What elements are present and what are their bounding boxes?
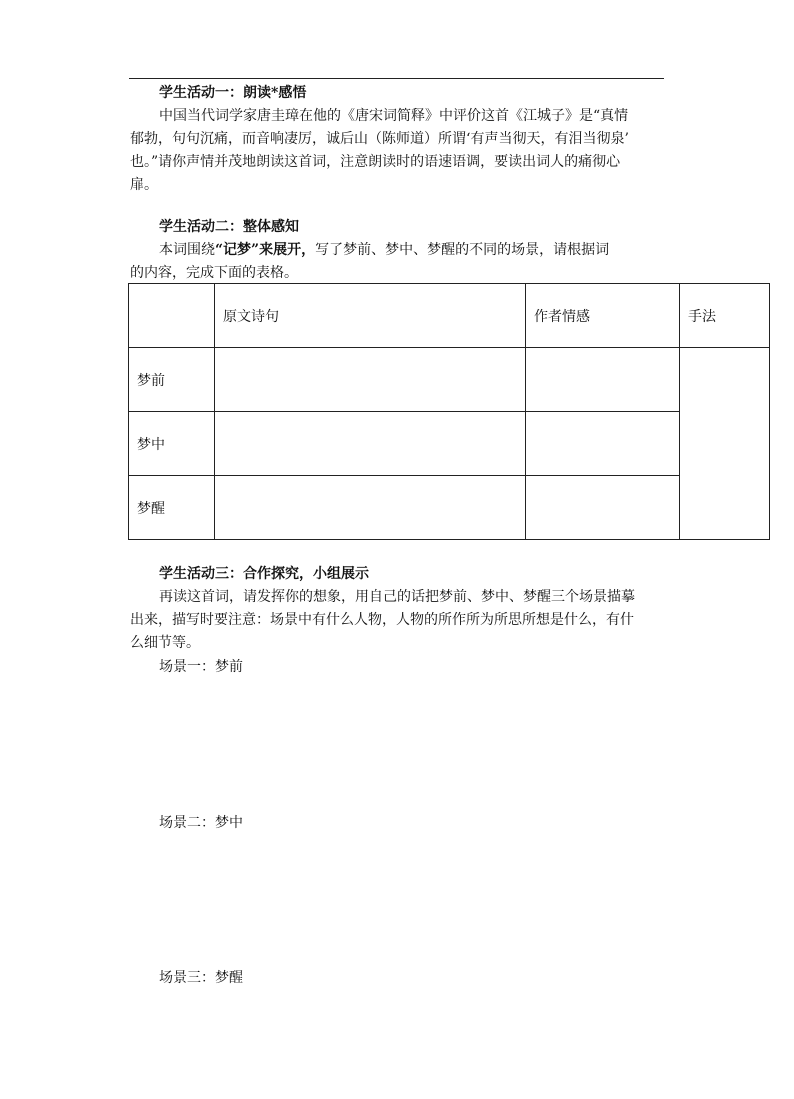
row-label: 梦前 <box>129 348 215 412</box>
activity1-line: 扉。 <box>130 177 158 193</box>
table-row <box>129 476 770 540</box>
activity2-line <box>159 239 609 261</box>
table-header-cell: 手法 <box>680 284 770 348</box>
activity3-line: 再读这首词，请发挥你的想象，用自己的话把梦前、梦中、梦醒三个场景描摹 <box>159 589 635 605</box>
activity3-title: 学生活动三：合作探究，小组展示 <box>159 566 369 582</box>
scene-label: 场景二：梦中 <box>159 815 243 831</box>
activity1-title: 学生活动一：朗读*感悟 <box>159 85 307 101</box>
activity1-line: 郁勃，句句沉痛，而音响凄厉，诚后山（陈师道）所谓‘有声当彻天，有泪当彻泉’ <box>130 131 629 147</box>
table-row <box>129 412 770 476</box>
activity2-emphasis: “记梦”来展开， <box>215 242 316 258</box>
technique-cell[interactable] <box>680 348 770 540</box>
activity1-line: 中国当代词学家唐圭璋在他的《唐宋词简释》中评价这首《江城子》是“真情 <box>159 108 629 124</box>
table-cell[interactable] <box>526 476 680 540</box>
scene-label: 场景三：梦醒 <box>159 970 243 986</box>
table-cell[interactable] <box>215 412 526 476</box>
activity3-line: 么细节等。 <box>130 635 200 651</box>
activity2-line: 的内容，完成下面的表格。 <box>130 265 298 281</box>
activity2-title: 学生活动二：整体感知 <box>159 219 299 235</box>
activity1-line: 也。”请你声情并茂地朗读这首词，注意朗读时的语速语调，要读出词人的痛彻心 <box>130 154 621 170</box>
table-header-cell <box>129 284 215 348</box>
table-cell[interactable] <box>526 412 680 476</box>
row-label: 梦醒 <box>129 476 215 540</box>
table-header-cell: 原文诗句 <box>215 284 526 348</box>
top-rule <box>129 78 664 79</box>
table-cell[interactable] <box>215 348 526 412</box>
analysis-table <box>128 283 770 540</box>
row-label: 梦中 <box>129 412 215 476</box>
table-header-cell: 作者情感 <box>526 284 680 348</box>
activity2-text: 本词围绕 <box>159 242 215 258</box>
activity2-text: 写了梦前、梦中、梦醒的不同的场景，请根据词 <box>315 242 610 258</box>
table-cell[interactable] <box>215 476 526 540</box>
table-header-row <box>129 284 770 348</box>
table-cell[interactable] <box>526 348 680 412</box>
activity3-line: 出来，描写时要注意：场景中有什么人物，人物的所作所为所思所想是什么，有什 <box>130 612 634 628</box>
scene-label: 场景一：梦前 <box>159 659 243 675</box>
table-row <box>129 348 770 412</box>
